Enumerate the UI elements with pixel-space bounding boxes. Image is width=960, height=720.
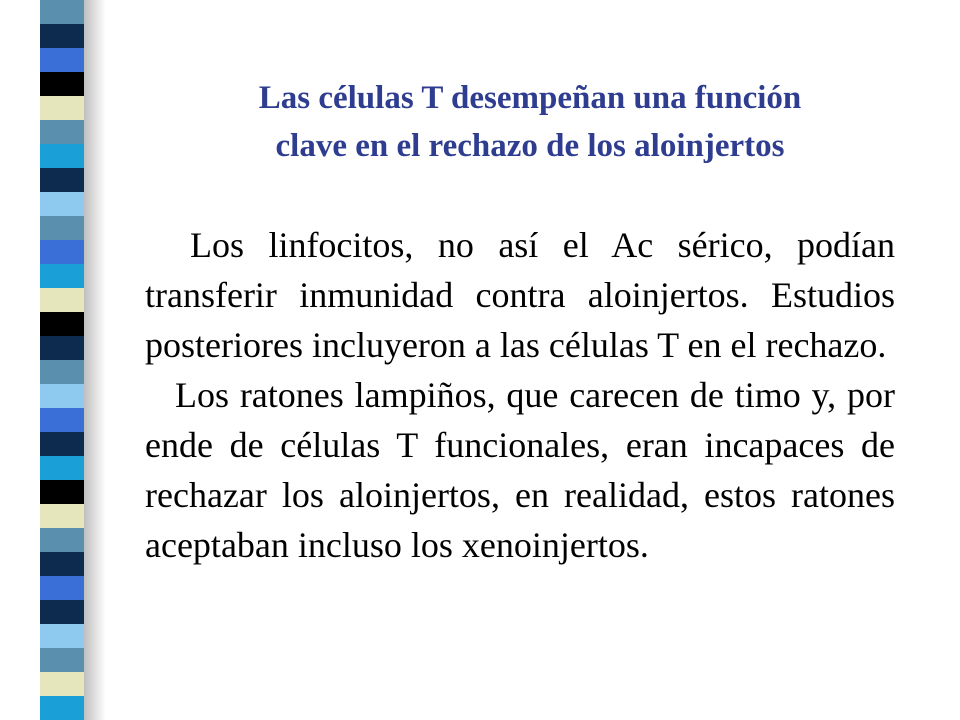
paragraph-1: Los linfocitos, no así el Ac sérico, podían transferir inmunidad contra aloinjertos. Estudios posteriores incluyeron a las células T en el rechazo.	[145, 225, 895, 365]
stripe-block	[40, 600, 84, 624]
stripe-block	[40, 312, 84, 336]
stripe-block	[40, 48, 84, 72]
stripe-block	[40, 264, 84, 288]
stripe-block	[40, 456, 84, 480]
stripe-block	[40, 504, 84, 528]
stripe-block	[40, 24, 84, 48]
decorative-stripe-bar	[0, 0, 84, 720]
title-line-1: Las células T desempeñan una función	[258, 80, 802, 116]
stripe-block	[40, 216, 84, 240]
slide-title	[150, 74, 910, 170]
stripe-block	[40, 576, 84, 600]
stripe-block	[40, 624, 84, 648]
stripe-block	[40, 144, 84, 168]
stripe-block	[40, 240, 84, 264]
title-line-2: clave en el rechazo de los aloinjertos	[275, 128, 785, 164]
stripe-block	[40, 96, 84, 120]
stripe-block	[40, 528, 84, 552]
stripe-block	[40, 384, 84, 408]
slide-body	[145, 220, 895, 570]
stripe-block	[40, 696, 84, 720]
stripe-block	[40, 408, 84, 432]
stripe-shadow	[84, 0, 106, 720]
stripe-block	[40, 72, 84, 96]
stripe-block	[40, 168, 84, 192]
stripe-block	[40, 432, 84, 456]
paragraph-2: Los ratones lampiños, que carecen de timo y, por ende de células T funcionales, eran incapaces de rechazar los aloinjertos, en realidad, estos ratones aceptaban incluso los xenoinjertos.	[145, 375, 895, 565]
stripe-block	[40, 336, 84, 360]
stripe-block	[40, 672, 84, 696]
stripe-block	[40, 360, 84, 384]
stripe-block	[40, 288, 84, 312]
stripe-block	[40, 480, 84, 504]
stripe-block	[40, 648, 84, 672]
stripe-column	[40, 0, 84, 720]
stripe-block	[40, 552, 84, 576]
stripe-block	[40, 0, 84, 24]
stripe-block	[40, 120, 84, 144]
stripe-block	[40, 192, 84, 216]
